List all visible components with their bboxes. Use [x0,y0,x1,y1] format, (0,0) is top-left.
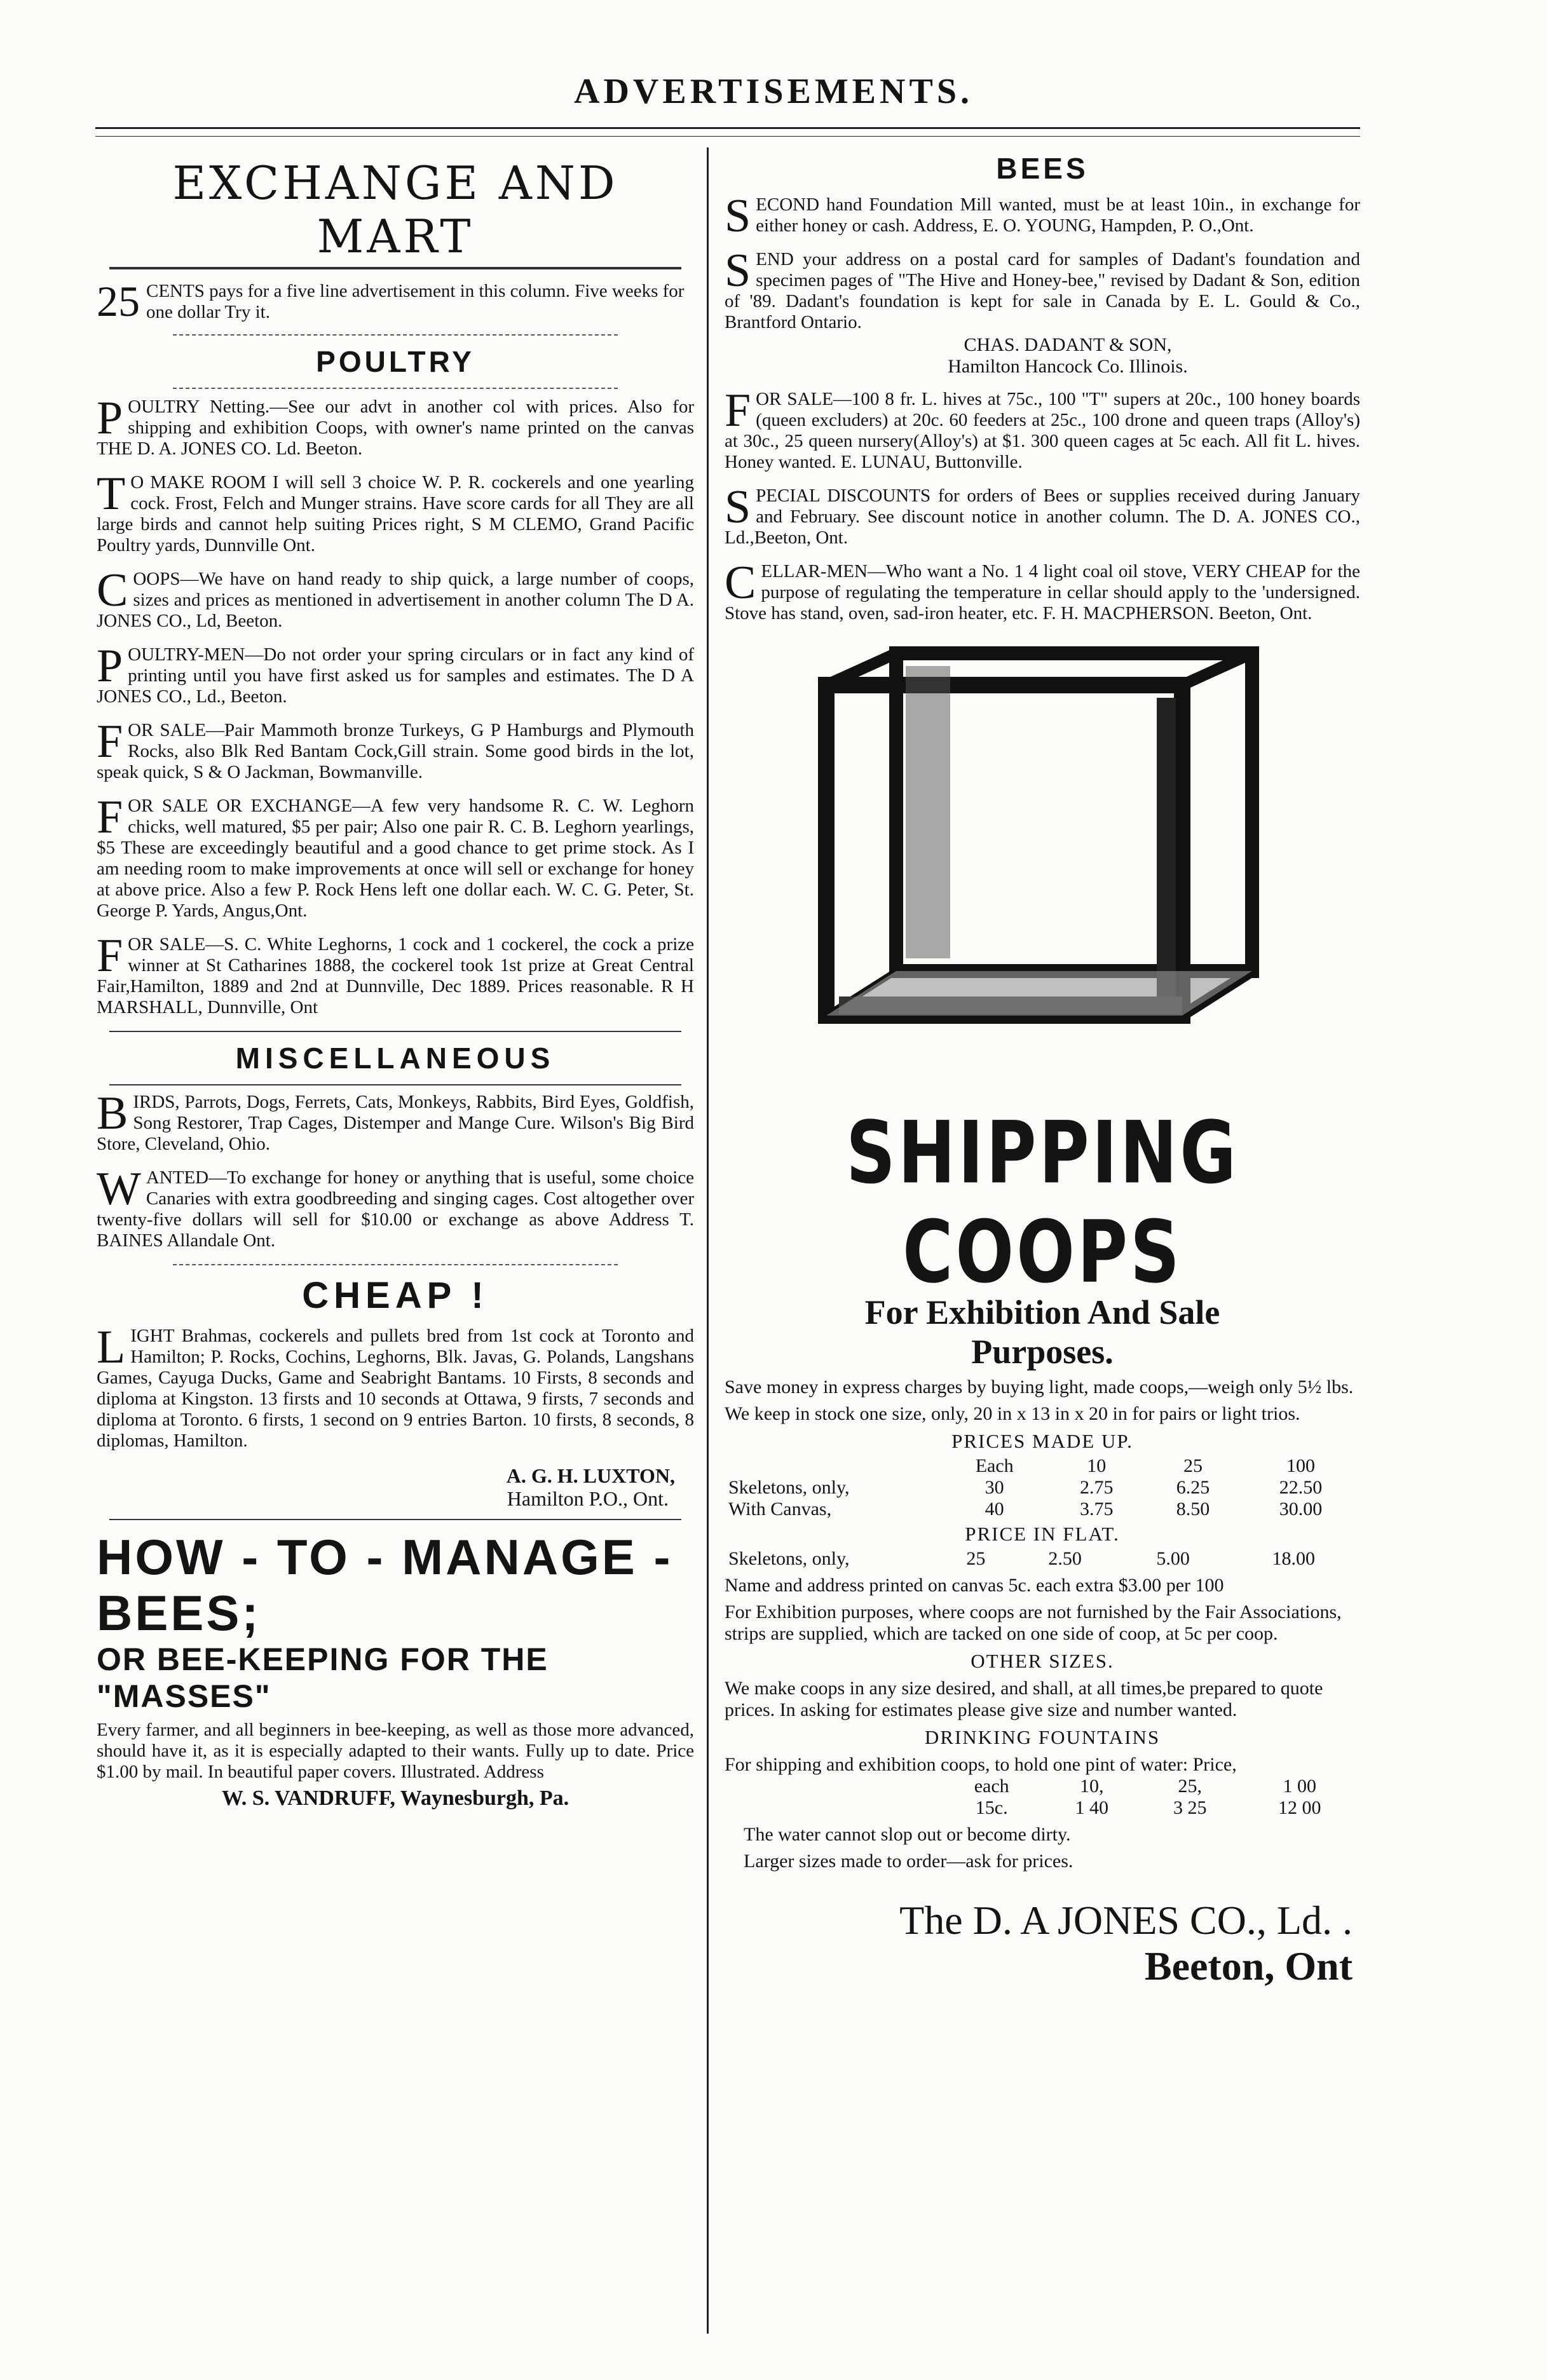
table-cell: 10, [1079,1776,1104,1797]
table-cell: 2.75 [1079,1477,1114,1498]
dadant-signature [775,334,1360,377]
table-row [725,1477,1360,1499]
drop-cap: C [725,557,756,609]
rate-notice [97,277,694,325]
table-row [725,1797,1360,1819]
rate-number: 25 [97,277,140,325]
header-rule [95,127,1360,129]
divider [109,1031,681,1032]
ad-special-discounts [725,481,1360,548]
drop-cap: L [97,1321,126,1373]
table-cell: 1 00 [1283,1776,1316,1797]
ad-light-brahmas [97,1321,694,1452]
ad-text: ECOND hand Foundation Mill wanted, must be at least 10in., in exchange for either honey or cash. Address, E. O. YOUNG, Hampden, P. O.,Ont. [756,194,1360,236]
drop-cap: S [725,190,751,242]
company-line-2: Beeton, Ont [1144,1943,1353,1989]
ad-text: OR SALE—S. C. White Leghorns, 1 cock and 1 cockerel, the cock a prize winner at St Catharines 1888, the cockerel took 1st prize at Great Central Fair,Hamilton, 1889 and 2nd at Dunnville, Dec 1889. Prices reasonable. R H MARSHALL, Dunnville, Ont [97,934,694,1017]
header-rule-2 [95,136,1360,137]
book-text [97,1720,694,1783]
table-cell: 40 [985,1499,1004,1520]
slop-text: The water cannot slop out or become dirty. [744,1824,1071,1845]
ad-dadant [725,245,1360,333]
cheap-title: CHEAP ! [302,1275,489,1316]
table-cell: 8.50 [1176,1499,1210,1520]
divider [109,1519,681,1520]
exchange-title: EXCHANGE AND MART [172,156,618,263]
ad-cellar-men [725,557,1360,624]
ad-birds [97,1087,694,1155]
drop-cap: W [97,1163,141,1215]
prices-made-up-table [725,1455,1360,1520]
drinking-text: For shipping and exhibition coops, to hold one pint of water: Price, [725,1754,1237,1775]
ad-text: OR SALE—100 8 fr. L. hives at 75c., 100 "T" supers at 20c., 100 honey boards (queen excluders) at 20c. 60 feeders at 25c., 100 drone and queen traps (Alloy's) at 30c., 25 queen nursery(Alloy's) at $1. 300 queen cages at 5c each. All fit L. hives. Honey wanted. E. LUNAU, Buttonville. [725,389,1360,472]
dadant-address: Hamilton Hancock Co. Illinois. [948,356,1188,377]
price-in-flat-heading: PRICE IN FLAT. [965,1523,1120,1545]
luxton-signature [97,1464,675,1510]
ad-text: OOPS—We have on hand ready to ship quick, a large number of coops, sizes and prices as mentioned in advertisement in another column The D A. JONES CO., Ld, Beeton. [97,569,694,631]
company-line-1: The D. A JONES CO., Ld. . [899,1898,1353,1943]
ad-text: OULTRY Netting.—See our advt in another col with prices. Also for shipping and exhibition Coops, with owner's name printed on the canvas THE D. A. JONES CO. Ld. Beeton. [97,397,694,459]
prices-made-up-heading: PRICES MADE UP. [951,1430,1133,1452]
shipping-coops-title: SHIPPING COOPS [846,1103,1239,1303]
drop-cap: F [97,930,123,982]
save-text: Save money in express charges by buying light, made coops,—weigh only 5½ lbs. [725,1377,1354,1397]
table-header-row [725,1455,1360,1477]
table-cell: 30 [985,1477,1004,1498]
book-address: W. S. VANDRUFF, Waynesburgh, Pa. [221,1786,569,1810]
sig-address: Hamilton P.O., Ont. [507,1487,669,1510]
larger-sizes-text: Larger sizes made to order—ask for prices. [744,1851,1073,1872]
book-title: HOW - TO - MANAGE - BEES; [97,1529,673,1641]
table-cell: 12 00 [1278,1797,1321,1818]
drop-cap: P [97,640,123,692]
table-cell: 30.00 [1279,1499,1323,1520]
table-cell: 1 40 [1075,1797,1108,1818]
book-body: Every farmer, and all beginners in bee-keeping, as well as those more advanced, should have it, as it is especially adapted to their wants. Fully up to date. Price $1.00 by mail. In beautiful paper covers. Illustrated. Address [97,1720,694,1782]
table-cell: With Canvas, [728,1499,832,1520]
divider [109,1084,681,1085]
drop-cap: F [97,716,123,768]
ad-make-room [97,468,694,556]
company-name [725,1898,1353,1989]
divider [173,334,618,336]
divider [109,267,681,269]
ad-text: END your address on a postal card for samples of Dadant's foundation and specimen pages of "The Hive and Honey-bee," revised by Dadant & Son, edition of '89. Dadant's foundation is kept for sale in Canada by E. L. Gould & Co., Brantford Ontario. [725,249,1360,332]
table-cell: Skeletons, only, [728,1548,850,1569]
table-cell: 5.00 [1156,1548,1190,1569]
divider [173,388,618,389]
table-cell: 18.00 [1272,1548,1316,1569]
ad-text: ELLAR-MEN—Who want a No. 1 4 light coal oil stove, VERY CHEAP for the purpose of regulating the temperature in cellar should apply to the 'undersigned. Stove has stand, oven, sad-iron heater, etc. F. H. MACPHERSON. Beeton, Ont. [725,561,1360,623]
table-row [725,1548,1360,1570]
table-cell: Each [975,1455,1014,1476]
ad-leghorn-exchange [97,791,694,921]
table-cell: each [974,1776,1009,1797]
ad-white-leghorns [97,930,694,1018]
ad-hives-for-sale [725,384,1360,473]
shipping-coop-illustration [801,641,1284,1111]
table-cell: 10 [1087,1455,1107,1476]
bees-title: BEES [996,152,1089,185]
drop-cap: F [725,384,751,437]
table-cell: Skeletons, only, [728,1477,850,1498]
drop-cap: S [725,481,751,533]
shipping-subtitle-2: Purposes. [971,1333,1114,1371]
table-cell: 100 [1286,1455,1315,1476]
ad-text: IGHT Brahmas, cockerels and pullets bred from 1st cock at Toronto and Hamilton; P. Rocks, Cochins, Leghorns, Blk. Javas, G. Polands, Langshans Games, Cayuga Ducks, Game and Seabright Bantams. 10 Firsts, 8 seconds and diploma at Kingston. 13 firsts and 10 seconds at Ottawa, 9 firsts, 7 seconds and diploma at Toronto. 6 firsts, 1 second on 9 entries Barton. 10 firsts, 8 seconds, 8 diplomas, Hamilton. [97,1326,694,1451]
table-cell: 3.75 [1079,1499,1114,1520]
stock-text: We keep in stock one size, only, 20 in x 13 in x 20 in for pairs or light trios. [725,1403,1300,1424]
sig-name: A. G. H. LUXTON, [506,1464,675,1487]
ad-turkeys [97,716,694,783]
ad-text: PECIAL DISCOUNTS for orders of Bees or supplies received during January and February. See discount notice in another column. The D. A. JONES CO., Ld.,Beeton, Ont. [725,486,1360,548]
ad-wanted-canaries [97,1163,694,1251]
divider [173,1264,618,1265]
column-divider [707,147,709,2334]
poultry-ads [97,392,694,1018]
table-cell [725,1797,941,1819]
table-cell: 6.25 [1176,1477,1210,1498]
ad-text: OULTRY-MEN—Do not order your spring circulars or in fact any kind of printing until you have first asked us for samples and estimates. The D A JONES CO., Ld., Beeton. [97,644,694,707]
other-sizes-heading: OTHER SIZES. [971,1650,1114,1672]
shipping-subtitle-1: For Exhibition And Sale [864,1293,1220,1331]
drop-cap: B [97,1087,128,1139]
ad-text: ANTED—To exchange for honey or anything that is useful, some choice Canaries with extra goodbreeding and singing cages. Cost altogether over twenty-five dollars will sell for $10.00 or exchange as above Address T. BAINES Allandale Ont. [97,1167,694,1251]
ad-text: O MAKE ROOM I will sell 3 choice W. P. R. cockerels and one yearling cock. Frost, Felch and Munger strains. Have score cards for all They are all large birds and cannot help suiting Prices right, S M CLEMO, Grand Pacific Poultry yards, Dunnville Ont. [97,472,694,555]
drop-cap: C [97,564,128,616]
drop-cap: T [97,468,126,520]
table-cell: 15c. [975,1797,1008,1818]
ad-text: OR SALE—Pair Mammoth bronze Turkeys, G P Hamburgs and Plymouth Rocks, also Blk Red Bantam Cock,Gill strain. Some good birds in the lot, speak quick, S & O Jackman, Bowmanville. [97,720,694,782]
table-row [725,1499,1360,1520]
table-cell [725,1776,941,1797]
miscellaneous-title: MISCELLANEOUS [235,1042,555,1075]
ad-foundation-mill [725,190,1360,242]
price-in-flat-table [725,1548,1360,1570]
table-cell [725,1455,941,1477]
other-sizes-text: We make coops in any size desired, and shall, at all times,be prepared to quote prices. In asking for estimates please give size and number wanted. [725,1678,1323,1720]
left-column [97,147,694,1811]
drinking-price-table [725,1776,1360,1819]
table-cell: 25 [966,1548,986,1569]
table-cell: 25 [1183,1455,1203,1476]
drop-cap: F [97,791,123,843]
ad-poultry-men [97,640,694,707]
rate-text: CENTS pays for a five line advertisement in this column. Five weeks for one dollar Try it. [146,281,685,322]
ad-poultry-netting [97,392,694,459]
table-cell: 3 25 [1173,1797,1207,1818]
table-cell: 2.50 [1048,1548,1082,1569]
table-cell: 22.50 [1279,1477,1323,1498]
ad-text: OR SALE OR EXCHANGE—A few very handsome R. C. W. Leghorn chicks, well matured, $5 per pair; Also one pair R. C. B. Leghorn yearlings, $5 These are exceedingly beautiful and a good chance to get prime stock. As I am needing room to make improvements at once will sell or exchange for honey at above price. Also a few P. Rock Hens left one dollar each. W. C. G. Peter, St. George P. Yards, Angus,Ont. [97,796,694,921]
drop-cap: P [97,392,123,444]
page-title: ADVERTISEMENTS. [574,72,973,111]
name-printed-text: Name and address printed on canvas 5c. each extra $3.00 per 100 [725,1575,1224,1596]
poultry-title: POULTRY [316,345,475,378]
ad-coops [97,564,694,632]
right-column [725,147,1360,1989]
table-cell: 25, [1178,1776,1202,1797]
ad-text: IRDS, Parrots, Dogs, Ferrets, Cats, Monkeys, Rabbits, Bird Eyes, Goldfish, Song Restorer, Trap Cages, Distemper and Mange Cure. Wilson's Big Bird Store, Cleveland, Ohio. [97,1092,694,1154]
table-header-row [725,1776,1360,1797]
drop-cap: S [725,245,751,297]
exhibition-text: For Exhibition purposes, where coops are not furnished by the Fair Associations, strips are supplied, which are tacked on one side of coop, at 5c per coop. [725,1601,1342,1644]
book-subtitle: OR BEE-KEEPING FOR THE "MASSES" [97,1642,549,1714]
dadant-name: CHAS. DADANT & SON, [964,334,1172,355]
drinking-fountains-heading: DRINKING FOUNTAINS [924,1726,1161,1748]
